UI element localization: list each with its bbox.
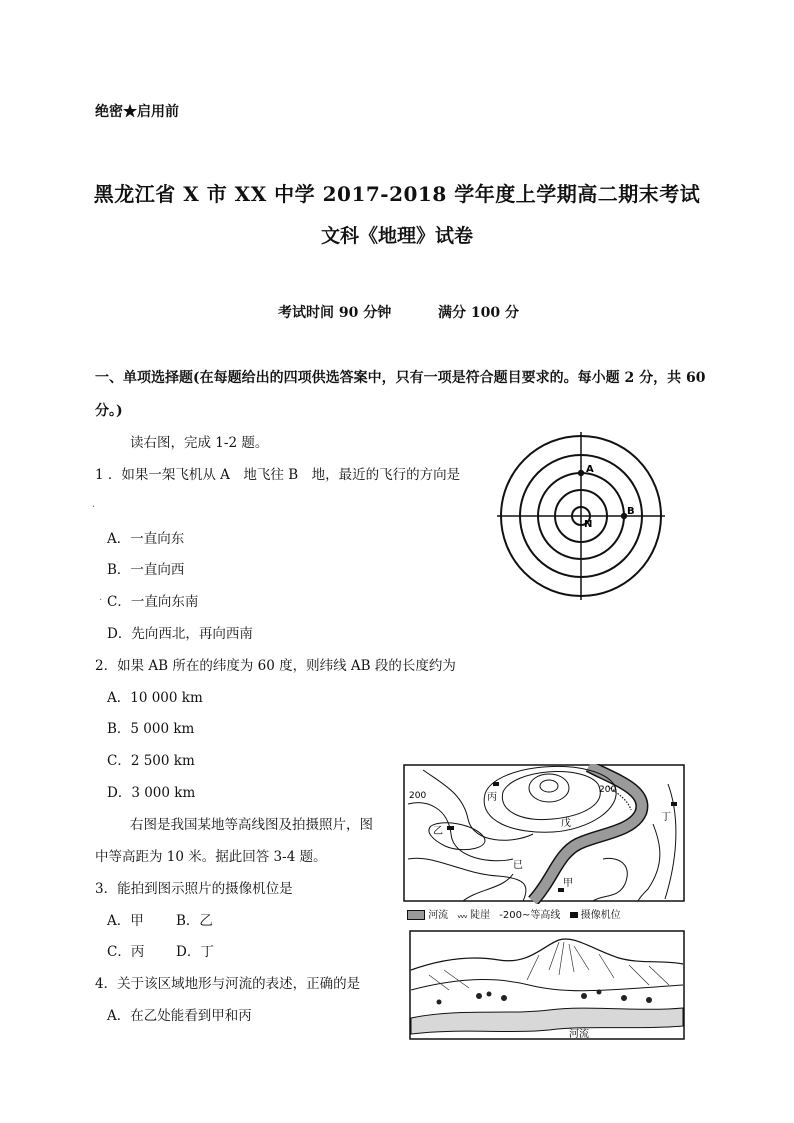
q2-option-d: D．3 000 km — [107, 785, 196, 801]
polar-view-figure — [497, 432, 665, 600]
q3-option-c: C．丙 — [107, 944, 145, 960]
point-yi: 乙 — [433, 826, 443, 837]
point-a — [578, 470, 584, 476]
point-bing: 丙 — [487, 792, 497, 803]
full-score: 满分 100 分 — [438, 305, 519, 321]
legend-river: 河流 — [428, 910, 449, 921]
river-legend-icon — [407, 910, 425, 920]
q1-option-d: D．先向西北，再向西南 — [107, 626, 253, 642]
group2-intro: 右图是我国某地等高线图及拍摄照片，图 — [130, 817, 373, 833]
legend-contour: -200~等高线 — [499, 910, 561, 921]
q2-option-c: C．2 500 km — [107, 753, 195, 769]
contour-map — [403, 764, 685, 904]
question-1-stem: 1 ．如果一架飞机从 A 地飞往 B 地，最近的飞行的方向是 — [95, 467, 461, 483]
map-legend — [407, 906, 621, 921]
q1-option-b: B．一直向西 — [107, 562, 185, 578]
point-yi2: 已 — [513, 860, 523, 871]
label-n: N — [584, 519, 593, 530]
camera-legend-icon — [570, 912, 578, 918]
q1-option-c: C．一直向东南 — [107, 594, 199, 610]
legend-cliff: 陡崖 — [470, 910, 491, 921]
exam-subtitle: 文科《地理》试卷 — [320, 225, 473, 247]
question-2-stem: 2．如果 AB 所在的纬度为 60 度，则纬线 AB 段的长度约为 — [95, 658, 456, 674]
landscape-photo — [409, 930, 685, 1040]
photo-river-label: 河流 — [569, 1029, 589, 1040]
question-4-stem: 4．关于该区域地形与河流的表述，正确的是 — [95, 976, 361, 992]
stray-mark: · — [92, 502, 96, 513]
section-heading-cont: 分。) — [95, 403, 123, 419]
q3-option-b: B．乙 — [176, 913, 213, 929]
q3-option-a: A．甲 — [107, 913, 144, 929]
question-3-stem: 3．能拍到图示照片的摄像机位是 — [95, 881, 293, 897]
cliff-legend-icon: ᵥᵥᵥ — [457, 910, 467, 921]
contour-label-200-left: 200 — [409, 791, 427, 801]
group1-intro: 读右图，完成 1-2 题。 — [130, 435, 269, 451]
stray-mark: · — [99, 595, 103, 606]
confidential-label: 绝密★启用前 — [95, 104, 179, 120]
point-jia: 甲 — [563, 878, 573, 889]
contour-label-200-top: 200 — [599, 785, 617, 795]
q1-option-a: A．一直向东 — [107, 531, 185, 547]
q2-option-b: B．5 000 km — [107, 721, 195, 737]
section-heading: 一、单项选择题(在每题给出的四项供选答案中，只有一项是符合题目要求的。每小题 2 分，共 60 — [95, 370, 706, 386]
exam-title: 黑龙江省 X 市 XX 中学 2017-2018 学年度上学期高二期末考试 — [93, 182, 701, 206]
label-b: B — [627, 506, 635, 517]
q4-option-a: A．在乙处能看到甲和丙 — [107, 1008, 252, 1024]
point-wu: 戊 — [561, 818, 571, 829]
group2-intro-cont: 中等高距为 10 米。据此回答 3-4 题。 — [95, 849, 327, 865]
exam-time: 考试时间 90 分钟 — [278, 305, 392, 321]
label-a: A — [586, 464, 594, 475]
legend-camera: 摄像机位 — [580, 910, 621, 921]
q3-option-d: D．丁 — [176, 944, 214, 960]
point-ding: 丁 — [661, 812, 671, 823]
q2-option-a: A．10 000 km — [107, 690, 203, 706]
